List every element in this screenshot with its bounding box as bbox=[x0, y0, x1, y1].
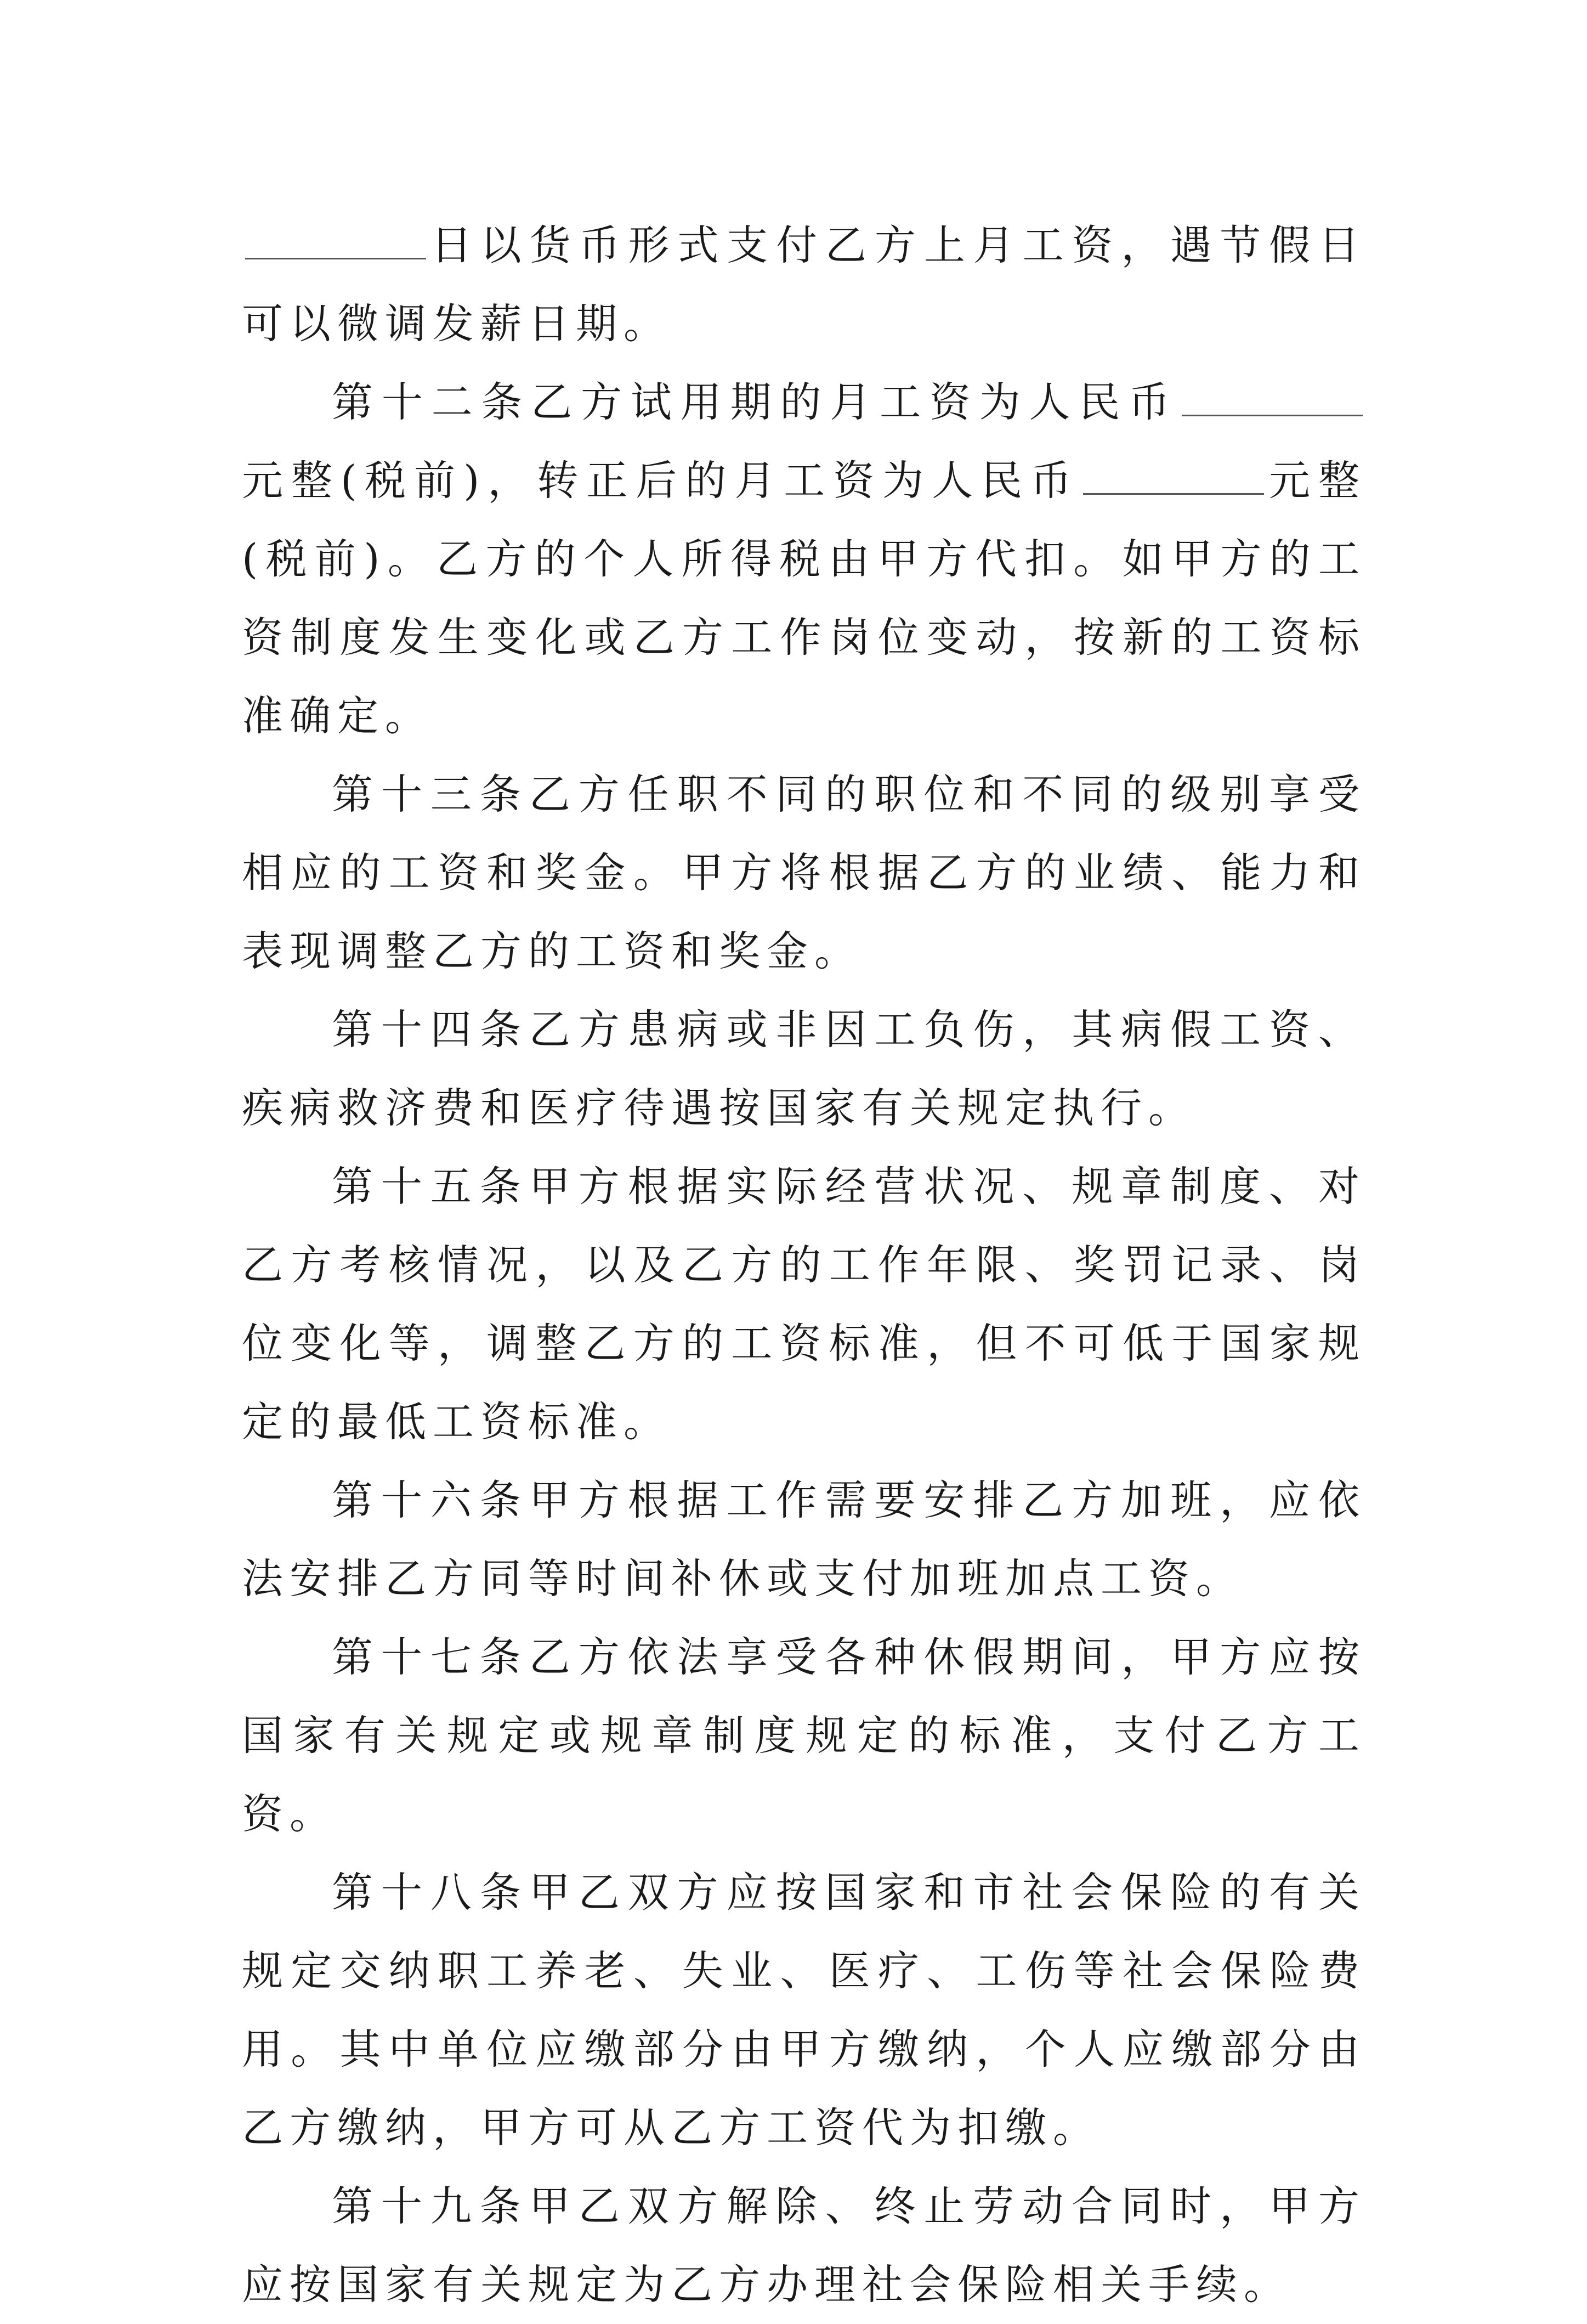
paragraph-text: 第十四条乙方患病或非因工负伤，其病假工资、疾病救济费和医疗待遇按国家有关规定执行。 bbox=[242, 1005, 1366, 1132]
paragraph-text: 第十二条乙方试用期的月工资为人民币 bbox=[332, 378, 1178, 426]
paragraph-article-15 bbox=[242, 1147, 1366, 1461]
paragraph-article-18 bbox=[242, 1853, 1366, 2167]
paragraph-article-12 bbox=[242, 363, 1366, 755]
paragraph-article-13 bbox=[242, 755, 1366, 991]
paragraph-article-14 bbox=[242, 991, 1366, 1147]
paragraph-text: 第十五条甲方根据实际经营状况、规章制度、对乙方考核情况，以及乙方的工作年限、奖罚记录、岗位变化等，调整乙方的工资标准，但不可低于国家规定的最低工资标准。 bbox=[242, 1162, 1366, 1446]
paragraph-text: 第十九条甲乙双方解除、终止劳动合同时，甲方应按国家有关规定为乙方办理社会保险相关手续。 bbox=[242, 2182, 1366, 2309]
paragraph-text: 日以货币形式支付乙方上月工资，遇节假日可以微调发薪日期。 bbox=[242, 221, 1366, 348]
paragraph-text: 第十七条乙方依法享受各种休假期间，甲方应按国家有关规定或规章制度规定的标准，支付乙方工资。 bbox=[242, 1633, 1366, 1838]
paragraph-pay-date bbox=[242, 206, 1366, 363]
paragraph-article-16 bbox=[242, 1461, 1366, 1618]
paragraph-text: 第十六条甲方根据工作需要安排乙方加班，应依法安排乙方同等时间补休或支付加班加点工资。 bbox=[242, 1476, 1366, 1603]
paragraph-text: 元整(税前)。乙方的个人所得税由甲方代扣。如甲方的工资制度发生变化或乙方工作岗位变动，按新的工资标准确定。 bbox=[242, 456, 1366, 740]
blank-pay-day-field[interactable] bbox=[245, 225, 426, 259]
paragraph-text: 第十三条乙方任职不同的职位和不同的级别享受相应的工资和奖金。甲方将根据乙方的业绩、能力和表现调整乙方的工资和奖金。 bbox=[242, 770, 1366, 975]
paragraph-article-17 bbox=[242, 1618, 1366, 1853]
document-body bbox=[242, 206, 1366, 2324]
blank-probation-salary-field[interactable] bbox=[1182, 382, 1363, 416]
blank-regular-salary-field[interactable] bbox=[1083, 460, 1264, 495]
paragraph-text: 元整(税前)，转正后的月工资为人民币 bbox=[242, 456, 1080, 505]
paragraph-text: 第十八条甲乙双方应按国家和市社会保险的有关规定交纳职工养老、失业、医疗、工伤等社会保险费用。其中单位应缴部分由甲方缴纳，个人应缴部分由乙方缴纳，甲方可从乙方工资代为扣缴。 bbox=[242, 1868, 1366, 2152]
paragraph-article-19 bbox=[242, 2167, 1366, 2324]
